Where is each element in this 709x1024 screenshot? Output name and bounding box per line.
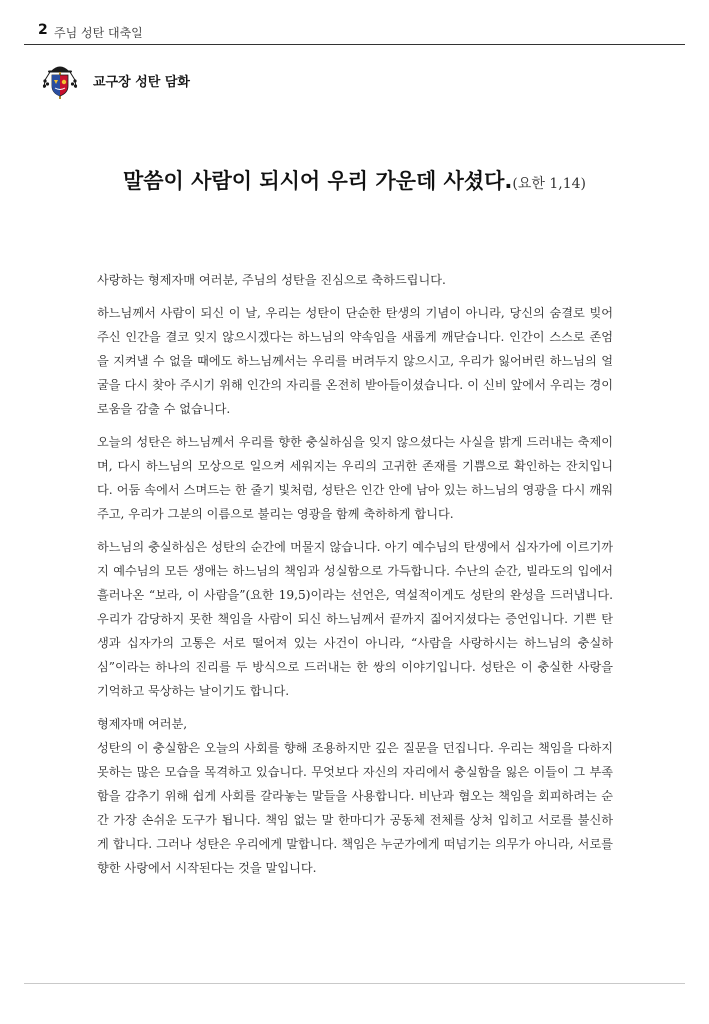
paragraph-salutation: 형제자매 여러분, (97, 717, 188, 731)
page-header (24, 18, 685, 45)
running-header-title: 주님 성탄 대축일 (54, 26, 143, 40)
footer-divider (24, 983, 685, 984)
paragraph: 하느님께서 사람이 되신 이 날, 우리는 성탄이 단순한 탄생의 기념이 아니라, 당신의 숨결로 빚어 주신 인간을 결코 잊지 않으시겠다는 하느님의 약속임을 새롭게 깨닫습니다. 인간이 스스로 존엄을 지켜낼 수 없을 때에도 하느님께서는 우리를 버려두지 않으시고, 우리가 잃어버린 하느님의 얼굴을 다시 찾아 주시기 위해 인간의 자리를 온전히 받아들이셨습니다. 이 신비 앞에서 우리는 경이로움을 감출 수 없습니다. (97, 306, 613, 416)
paragraph: 하느님의 충실하심은 성탄의 순간에 머물지 않습니다. 아기 예수님의 탄생에서 십자가에 이르기까지 예수님의 모든 생애는 하느님의 책임과 성실함으로 가득합니다. 수난의 순간, 빌라도의 입에서 흘러나온 “보라, 이 사람을”(요한 19,5)이라는 선언은, 역설적이게도 성탄의 완성을 드러냅니다. 우리가 감당하지 못한 책임을 사람이 되신 하느님께서 끝까지 짊어지셨다는 증언입니다. 기쁜 탄생과 십자가의 고통은 서로 떨어져 있는 사건이 아니라, “사람을 사랑하시는 하느님의 충실하심”이라는 하나의 진리를 두 방식으로 드러내는 한 쌍의 이야기입니다. 성탄은 이 충실한 사랑을 기억하고 묵상하는 날이기도 합니다. (97, 540, 613, 698)
section-title: 교구장 성탄 담화 (93, 75, 190, 90)
headline-scripture-reference: (요한 1,14) (512, 176, 586, 192)
bishop-coat-of-arms-icon (42, 60, 78, 100)
paragraph: 사랑하는 형제자매 여러분, 주님의 성탄을 진심으로 축하드립니다. (97, 273, 446, 287)
message-body (97, 268, 613, 889)
page-number: 2 (38, 22, 48, 38)
headline-main: 말씀이 사람이 되시어 우리 가운데 사셨다. (122, 169, 513, 193)
headline (0, 165, 709, 195)
paragraph: 오늘의 성탄은 하느님께서 우리를 향한 충실하심을 잊지 않으셨다는 사실을 밝게 드러내는 축제이며, 다시 하느님의 모상으로 일으켜 세워지는 우리의 고귀한 존재를 기쁨으로 확인하는 잔치입니다. 어둠 속에서 스며드는 한 줄기 빛처럼, 성탄은 인간 안에 남아 있는 하느님의 영광을 다시 깨워 주고, 우리가 그분의 이름으로 불리는 영광을 함께 축하하게 합니다. (97, 435, 613, 521)
paragraph: 성탄의 이 충실함은 오늘의 사회를 향해 조용하지만 깊은 질문을 던집니다. 우리는 책임을 다하지 못하는 많은 모습을 목격하고 있습니다. 무엇보다 자신의 자리에서 충실함을 잃은 이들이 그 부족함을 감추기 위해 쉽게 사회를 갈라놓는 말들을 사용합니다. 비난과 혐오는 책임을 회피하려는 순간 가장 손쉬운 도구가 됩니다. 책임 없는 말 한마디가 공동체 전체를 상처 입히고 서로를 불신하게 합니다. 그러나 성탄은 우리에게 말합니다. 책임은 누군가에게 떠넘기는 의무가 아니라, 서로를 향한 사랑에서 시작된다는 것을 말입니다. (97, 741, 613, 875)
